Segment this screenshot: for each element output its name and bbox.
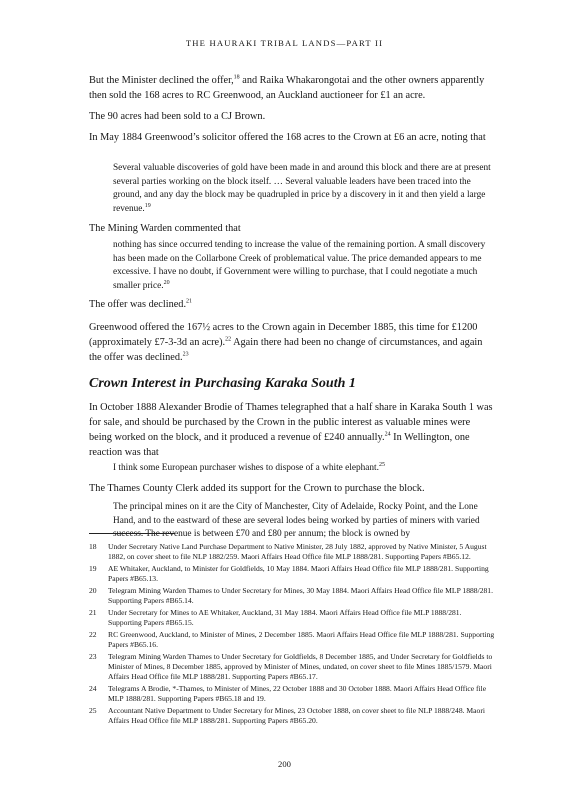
block-quote: nothing has since occurred tending to increase the value of the remaining portion. A small discovery has been made on the Collarbone Creek of problematical value. The price demanded appears to me excessive. I have no doubt, if Government were willing to purchase, that I could negotiate a much smaller price.$^{20}$ (113, 240, 486, 291)
footnote: 20 Telegram Mining Warden Thames to Under Secretary for Mines, 30 May 1884. Maori Affairs Head Office file MLP 1888/281. Supporting Papers #B65.14. (89, 586, 493, 605)
footnote: 24 Telegrams A Brodie, *-Thames, to Minister of Mines, 22 October 1888 and 30 October 1888. Maori Affairs Head Office file MLP 1888/281. Supporting Papers #B65.18 and 19. (89, 684, 487, 703)
running-head: THE HAURAKI TRIBAL LANDS—PART II (185, 38, 384, 48)
block-quote: Several valuable discoveries of gold have been made in and around this block and there are at present several parties working on the block itself. … Several valuable leaders have been traced into the ground, and any day the block may be quadrupled in price by a discovery in it and then yield a large revenue.$^{19}$ (113, 163, 491, 214)
paragraph: In May 1884 Greenwood’s solicitor offered the 168 acres to the Crown at £6 an acre, noting that (89, 132, 486, 143)
block-quote: The principal mines on it are the City of Manchester, City of Adelaide, Rocky Point, and the Lone Hand, and to the eastward of these are several lodes being worked by parties of miners with varied success. The revenue is between £70 and £80 per annum; the block is owned by (113, 502, 480, 539)
footnote-ref: 18 (233, 74, 240, 81)
paragraph: The 90 acres had been sold to a CJ Brown. (89, 111, 266, 122)
footnote-ref: 25 (378, 461, 385, 468)
paragraph: In October 1888 Alexander Brodie of Thames telegraphed that a half share in Karaka South 1 was for sale, and should be purchased by the Crown in the public interest as valuable mines were being worked on the block, and it produced a revenue of £240 annually.$^{24}$ In Wellington, one reaction was that (89, 402, 493, 458)
paragraph: The Mining Warden commented that (89, 223, 241, 234)
footnote-ref: 22 (225, 336, 232, 343)
page-number: 200 (278, 759, 291, 769)
paragraph: Greenwood offered the 167½ acres to the Crown again in December 1885, this time for £1200 (approximately £7-3-3d an acre).$^{22}$ Again there had been no change of circumstances, and again the offer was declined.$^{23}$ (89, 322, 483, 363)
footnote-ref: 23 (182, 351, 189, 358)
footnote: 19 AE Whitaker, Auckland, to Minister for Goldfields, 10 May 1884. Maori Affairs Head Office file MLP 1888/281. Supporting Papers #B65.13. (89, 564, 489, 583)
footnote: 22 RC Greenwood, Auckland, to Minister of Mines, 2 December 1885. Maori Affairs Head Office file MLP 1888/281. Supporting Papers #B65.16. (89, 630, 495, 649)
footnote: 23 Telegram Mining Warden Thames to Under Secretary for Goldfields, 8 December 1885, and Under Secretary for Goldfields to Minister of Mines, 8 December 1885, approved by Minister of Mines, undated, on cover sheet to file Mines 1885/1579. Maori Affairs Head Office file MLP 1888/281. Supporting Papers #B65.17. (89, 652, 493, 681)
paragraph: The Thames County Clerk added its support for the Crown to purchase the block. (89, 483, 425, 494)
footnotes (89, 542, 495, 726)
section-heading: Crown Interest in Purchasing Karaka South 1 (89, 376, 356, 391)
footnote-ref: 19 (144, 202, 151, 209)
paragraph: But the Minister declined the offer,$^{18}$ and Raika Whakarongotai and the other owners apparently then sold the 168 acres to RC Greenwood, an Auckland auctioneer for £1 an acre. (89, 74, 485, 101)
footnote: 18 Under Secretary Native Land Purchase Department to Native Minister, 28 July 1882, approved by Native Minister, 5 August 1882, on cover sheet to file NLP 1882/259. Maori Affairs Head Office file MLP 1888/281. Supporting Papers #B65.12. (89, 542, 487, 561)
paragraph: The offer was declined.$^{21}$ (89, 298, 193, 310)
footnote-divider (89, 533, 175, 534)
footnote-ref: 20 (163, 279, 170, 286)
footnote: 21 Under Secretary for Mines to AE Whitaker, Auckland, 31 May 1884. Maori Affairs Head Office file MLP 1888/281. Supporting Papers #B65.15. (89, 608, 462, 627)
footnote-ref: 24 (384, 431, 391, 438)
footnote: 25 Accountant Native Department to Under Secretary for Mines, 23 October 1888, on cover sheet to file NLP 1888/248. Maori Affairs Head Office file MLP 1888/281. Supporting Papers #B65.20. (89, 706, 485, 725)
block-quote: I think some European purchaser wishes to dispose of a white elephant.$^{25}$ (113, 461, 385, 473)
footnote-ref: 21 (186, 298, 193, 305)
